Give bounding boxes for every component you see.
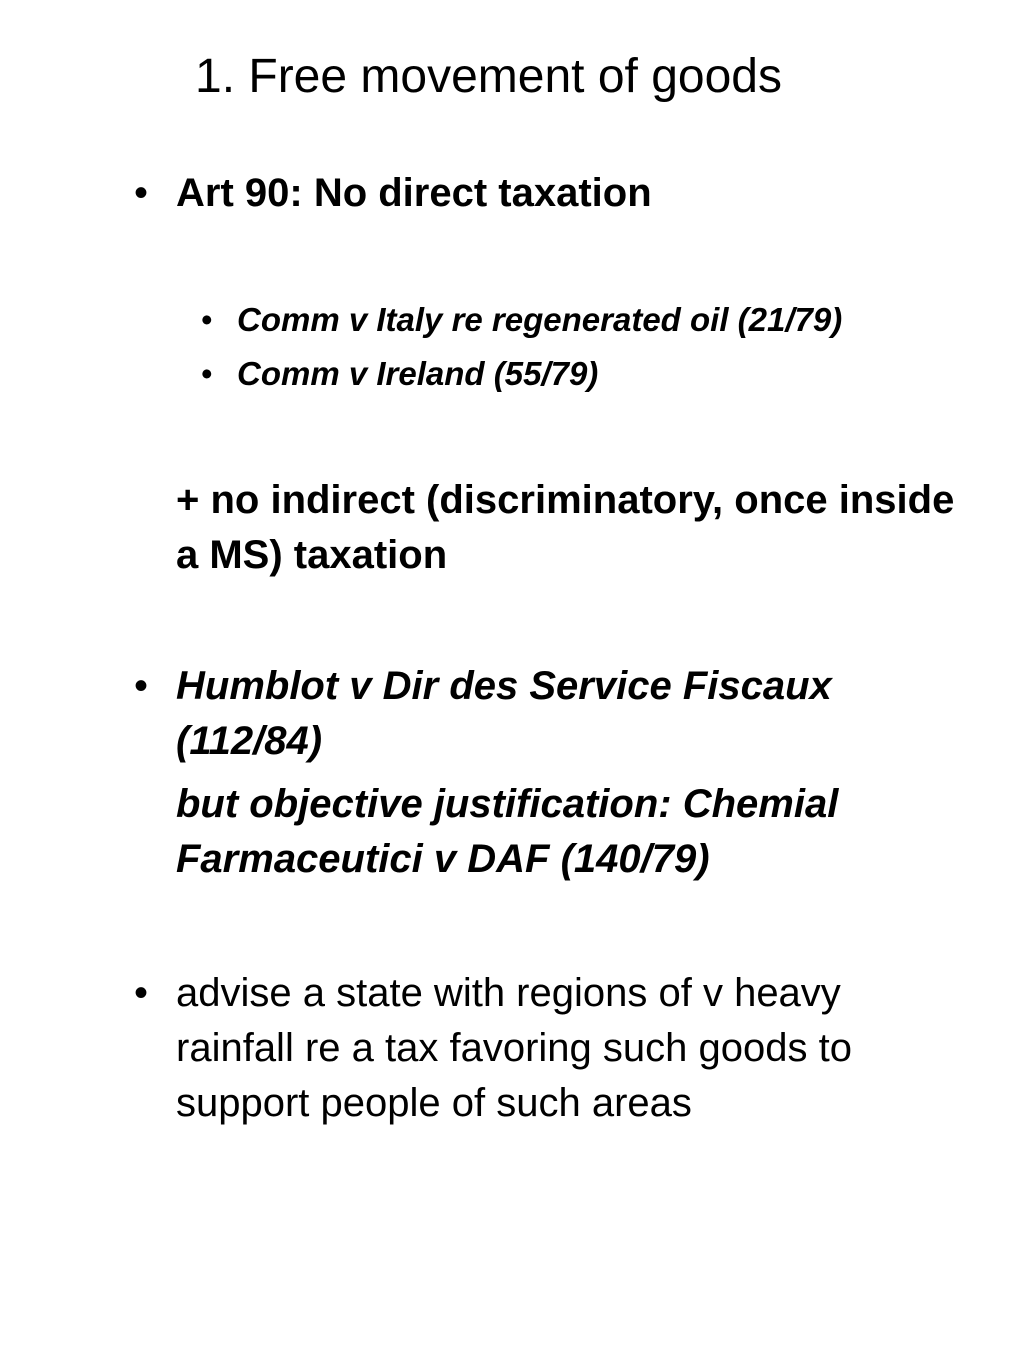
bullet-3-text: advise a state with regions of v heavy rainfall re a tax favoring such goods to support people of such areas	[176, 971, 852, 1125]
bullet-2-marker: •	[134, 664, 149, 708]
bullet-1-continuation: + no indirect (discriminatory, once inside a MS) taxation	[176, 478, 955, 577]
sub-bullet-2-marker: •	[201, 355, 213, 392]
bullet-2-heading: Humblot v Dir des Service Fiscaux (112/84)	[176, 664, 832, 763]
bullet-3-marker: •	[134, 971, 149, 1015]
bullet-1-marker: •	[134, 171, 149, 215]
sub-bullet-1-text: Comm v Italy re regenerated oil (21/79)	[237, 301, 843, 338]
slide-title: 1. Free movement of goods	[195, 50, 782, 103]
sub-bullet-1-marker: •	[201, 301, 213, 338]
sub-bullet-2-text: Comm v Ireland (55/79)	[237, 355, 599, 392]
bullet-2-continuation: but objective justification: Chemial Farmaceutici v DAF (140/79)	[176, 782, 839, 881]
bullet-1-heading: Art 90: No direct taxation	[176, 171, 652, 215]
